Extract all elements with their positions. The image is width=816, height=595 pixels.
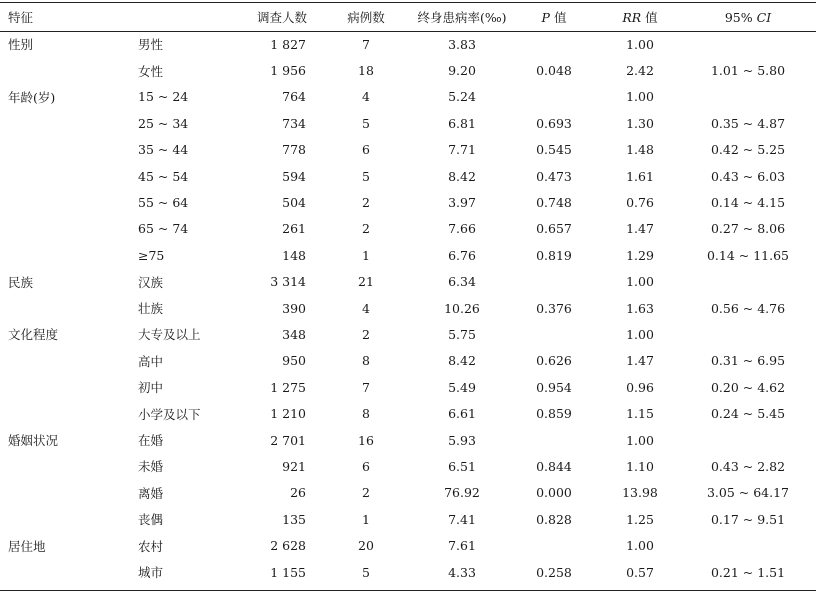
table-row [0,269,816,295]
header-p-symbol: P [541,10,550,25]
ci-cell: 0.17 ~ 9.51 [710,511,786,527]
p-value-cell: 0.819 [536,247,572,263]
rate-cell: 6.81 [448,115,476,131]
surveyed-cell: 1 956 [270,63,306,79]
rate-cell: 7.66 [448,221,476,237]
group-cell [0,189,126,215]
group-cell [0,506,126,532]
cases-cell: 2 [362,221,370,237]
subgroup-cell: 农村 [138,538,164,554]
group-cell [0,453,126,479]
surveyed-cell: 594 [282,168,306,184]
rr-value-cell: 1.48 [626,142,654,158]
rr-value-cell: 0.57 [626,564,654,580]
ci-cell: 0.31 ~ 6.95 [710,353,786,369]
cases-cell: 1 [362,247,370,263]
cases-cell: 6 [362,458,370,474]
cases-cell: 6 [362,142,370,158]
cases-cell: 4 [362,300,370,316]
p-value-cell: 0.828 [536,511,572,527]
group-cell [0,400,126,426]
rate-cell: 9.20 [448,63,476,79]
group-cell: 民族 [8,274,34,290]
table-row [0,84,816,110]
subgroup-cell: 未婚 [138,459,164,475]
bottom-rule [0,590,816,591]
rr-value-cell: 1.00 [626,274,654,290]
surveyed-cell: 148 [282,247,306,263]
p-value-cell: 0.844 [536,458,572,474]
cases-cell: 5 [362,115,370,131]
rate-cell: 6.34 [448,274,476,290]
cases-cell: 8 [362,406,370,422]
group-cell [0,57,126,83]
group-cell [0,295,126,321]
table-row [0,348,816,374]
rr-value-cell: 1.47 [626,353,654,369]
table-row [0,427,816,453]
p-value-cell: 0.954 [536,379,572,395]
header-ci-prefix: 95% [724,9,757,25]
rate-cell: 7.41 [448,511,476,527]
group-cell [0,559,126,585]
subgroup-cell: 大专及以上 [138,327,201,343]
surveyed-cell: 390 [282,300,306,316]
group-cell [0,348,126,374]
surveyed-cell: 1 155 [270,564,306,580]
data-table [0,3,816,585]
subgroup-cell: 壮族 [138,301,164,317]
ci-cell [680,269,816,295]
table-row [0,559,816,585]
subgroup-cell: ≥75 [138,247,165,263]
group-cell [0,110,126,136]
ci-cell [680,321,816,347]
ci-cell: 0.21 ~ 1.51 [710,564,786,580]
header-p-value [508,3,600,31]
rate-cell: 8.42 [448,168,476,184]
surveyed-cell: 261 [282,221,306,237]
surveyed-cell: 1 210 [270,406,306,422]
rr-value-cell: 13.98 [622,485,658,501]
surveyed-cell: 921 [282,458,306,474]
subgroup-cell: 高中 [138,353,164,369]
p-value-cell [508,427,600,453]
surveyed-cell: 504 [282,195,306,211]
cases-cell: 1 [362,511,370,527]
subgroup-cell: 45 ~ 54 [138,168,189,184]
group-cell [0,137,126,163]
table-row [0,137,816,163]
table-row [0,506,816,532]
cases-cell: 2 [362,326,370,342]
subgroup-cell: 男性 [138,37,164,53]
ci-cell: 0.20 ~ 4.62 [710,379,786,395]
p-value-cell: 0.000 [536,485,572,501]
ci-cell: 0.35 ~ 4.87 [710,115,786,131]
surveyed-cell: 348 [282,326,306,342]
header-ci [680,3,816,31]
p-value-cell: 0.859 [536,406,572,422]
ci-cell [680,532,816,558]
table-row [0,242,816,268]
ci-cell: 0.14 ~ 4.15 [710,195,786,211]
rate-cell: 3.97 [448,195,476,211]
rr-value-cell: 1.00 [626,432,654,448]
cases-cell: 4 [362,89,370,105]
table-row [0,453,816,479]
ci-cell: 1.01 ~ 5.80 [710,63,786,79]
table-row [0,57,816,83]
p-value-cell: 0.693 [536,115,572,131]
table-row [0,400,816,426]
rr-value-cell: 1.10 [626,458,654,474]
surveyed-cell: 2 701 [270,432,306,448]
header-subgroup [126,3,248,31]
subgroup-cell: 女性 [138,63,164,79]
rate-cell: 7.71 [448,142,476,158]
ci-cell [680,31,816,57]
rate-cell: 5.93 [448,432,476,448]
table-row [0,189,816,215]
subgroup-cell: 55 ~ 64 [138,195,189,211]
p-value-cell [508,84,600,110]
rr-value-cell: 1.00 [626,538,654,554]
subgroup-cell: 城市 [138,565,164,580]
rr-value-cell: 1.00 [626,36,654,52]
rr-value-cell: 1.00 [626,89,654,105]
p-value-cell: 0.626 [536,353,572,369]
header-cases: 病例数 [347,10,385,25]
rr-value-cell: 1.30 [626,115,654,131]
cases-cell: 7 [362,36,370,52]
subgroup-cell: 在婚 [138,433,164,449]
cases-cell: 20 [358,538,374,554]
header-row [0,3,816,31]
ci-cell [680,84,816,110]
header-rr-value [600,3,680,31]
subgroup-cell: 汉族 [138,274,164,290]
rr-value-cell: 1.63 [626,300,654,316]
table-row [0,480,816,506]
p-value-cell [508,532,600,558]
rr-value-cell: 0.96 [626,379,654,395]
group-cell: 居住地 [8,538,46,554]
ci-cell: 3.05 ~ 64.17 [706,485,790,501]
subgroup-cell: 初中 [138,380,164,396]
subgroup-cell: 丧偶 [138,512,164,528]
group-cell [0,480,126,506]
header-rr-suffix: 值 [641,10,658,25]
group-cell [0,242,126,268]
group-cell [0,374,126,400]
surveyed-cell: 1 275 [270,379,306,395]
rr-value-cell: 1.47 [626,221,654,237]
cases-cell: 2 [362,195,370,211]
ci-cell: 0.56 ~ 4.76 [710,300,786,316]
subgroup-cell: 25 ~ 34 [138,115,189,131]
rr-value-cell: 1.61 [626,168,654,184]
header-p-suffix: 值 [549,10,567,25]
group-cell: 性别 [8,37,34,53]
cases-cell: 2 [362,485,370,501]
rate-cell: 10.26 [444,300,480,316]
subgroup-cell: 15 ~ 24 [138,89,189,105]
p-value-cell [508,321,600,347]
rate-cell: 76.92 [444,485,480,501]
surveyed-cell: 764 [282,89,306,105]
table-row [0,163,816,189]
p-value-cell: 0.258 [536,564,572,580]
p-value-cell: 0.657 [536,221,572,237]
p-value-cell: 0.545 [536,142,572,158]
group-cell: 年龄(岁) [8,89,56,105]
table-row [0,31,816,57]
surveyed-cell: 135 [282,511,306,527]
rate-cell: 6.76 [448,247,476,263]
surveyed-cell: 1 827 [270,36,306,52]
rate-cell: 5.75 [448,326,476,342]
rr-value-cell: 2.42 [626,63,654,79]
rate-cell: 5.24 [448,89,476,105]
table-row [0,295,816,321]
cases-cell: 18 [358,63,374,79]
subgroup-cell: 小学及以下 [138,406,201,422]
cases-cell: 7 [362,379,370,395]
rate-cell: 4.33 [448,564,476,580]
subgroup-cell: 离婚 [138,485,164,501]
group-cell [0,163,126,189]
rate-cell: 6.51 [448,458,476,474]
surveyed-cell: 2 628 [270,538,306,554]
surveyed-cell: 950 [282,353,306,369]
rate-cell: 6.61 [448,406,476,422]
header-ci-symbol: CI [756,9,772,25]
header-feature: 特征 [8,10,34,25]
rate-cell: 3.83 [448,36,476,52]
surveyed-cell: 778 [282,142,306,158]
cases-cell: 8 [362,353,370,369]
ci-cell: 0.24 ~ 5.45 [710,406,786,422]
ci-cell: 0.43 ~ 6.03 [710,168,786,184]
header-surveyed: 调查人数 [256,10,307,25]
group-cell: 婚姻状况 [8,433,59,449]
table-body [0,31,816,585]
rate-cell: 8.42 [448,353,476,369]
ci-cell: 0.43 ~ 2.82 [710,458,786,474]
p-value-cell [508,269,600,295]
p-value-cell: 0.748 [536,195,572,211]
ci-cell: 0.14 ~ 11.65 [706,247,790,263]
rate-cell: 7.61 [448,538,476,554]
p-value-cell: 0.376 [536,300,572,316]
surveyed-cell: 26 [290,485,306,501]
table-row [0,216,816,242]
group-cell: 文化程度 [8,327,59,343]
rate-cell: 5.49 [448,379,476,395]
rr-value-cell: 1.25 [626,511,654,527]
p-value-cell [508,31,600,57]
p-value-cell: 0.473 [536,168,572,184]
rr-value-cell: 0.76 [626,195,654,211]
subgroup-cell: 35 ~ 44 [138,142,189,158]
header-rr-symbol: RR [622,10,642,25]
p-value-cell: 0.048 [536,63,572,79]
ci-cell [680,427,816,453]
table-row [0,374,816,400]
rr-value-cell: 1.15 [626,406,654,422]
rr-value-cell: 1.29 [626,247,654,263]
table-row [0,532,816,558]
surveyed-cell: 3 314 [270,274,306,290]
header-rate: 终身患病率(‰) [417,10,507,25]
cases-cell: 5 [362,564,370,580]
group-cell [0,216,126,242]
cases-cell: 21 [358,274,374,290]
cases-cell: 5 [362,168,370,184]
table-row [0,321,816,347]
ci-cell: 0.42 ~ 5.25 [710,142,786,158]
table-row [0,110,816,136]
cases-cell: 16 [358,432,374,448]
subgroup-cell: 65 ~ 74 [138,221,189,237]
rr-value-cell: 1.00 [626,326,654,342]
ci-cell: 0.27 ~ 8.06 [710,221,786,237]
surveyed-cell: 734 [282,115,306,131]
